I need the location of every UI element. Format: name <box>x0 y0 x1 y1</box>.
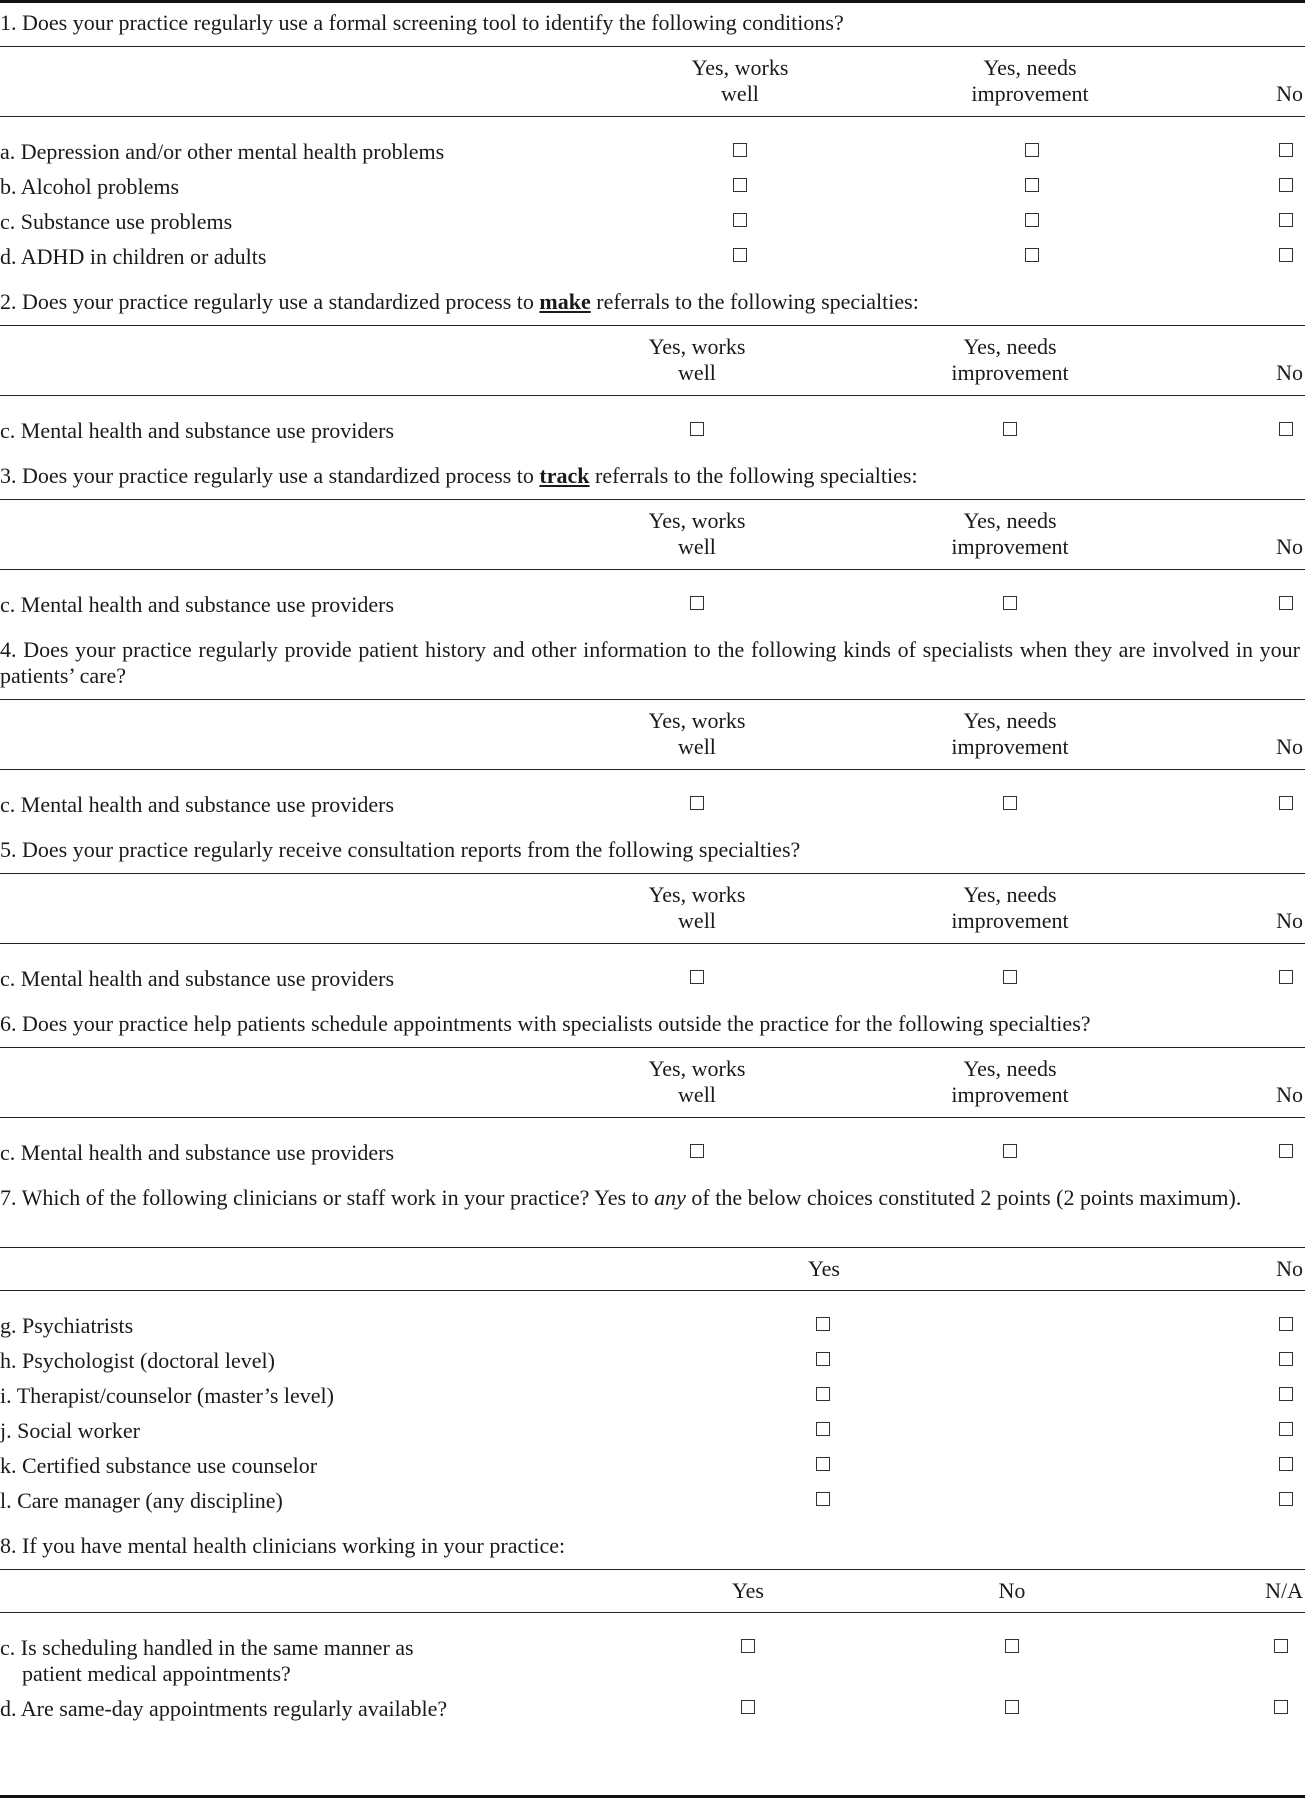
q3-row-c-no-checkbox[interactable] <box>1279 596 1293 610</box>
q6-row-c-yes-works-well-checkbox[interactable] <box>690 1144 704 1158</box>
q6-header-yes-needs-improvement: Yes, needs improvement <box>951 1056 1069 1107</box>
divider <box>0 1117 1305 1118</box>
q4-row-c-yes-needs-improvement-checkbox[interactable] <box>1003 796 1017 810</box>
question-2 <box>0 289 1300 315</box>
q3-text-start: 3. Does your practice regularly use a standardized process to <box>0 463 540 488</box>
q1-row-c-no-checkbox[interactable] <box>1279 213 1293 227</box>
divider <box>0 499 1305 500</box>
q5-row-c-no-checkbox[interactable] <box>1279 970 1293 984</box>
divider <box>0 699 1305 700</box>
divider <box>0 943 1305 944</box>
question-5: 5. Does your practice regularly receive consultation reports from the following specialties? <box>0 837 801 862</box>
divider <box>0 46 1305 47</box>
q1-row-d-yes-works-well-checkbox[interactable] <box>733 248 747 262</box>
divider <box>0 325 1305 326</box>
q7-row-g-label: g. Psychiatrists <box>0 1313 134 1338</box>
q8-header-no: No <box>998 1578 1026 1603</box>
q2-row-c-no-checkbox[interactable] <box>1279 422 1293 436</box>
q2-emphasis-make: make <box>539 289 591 314</box>
q8-row-c-label: c. Is scheduling handled in the same manner as patient medical appointments? <box>0 1635 414 1686</box>
q7-row-j-label: j. Social worker <box>0 1418 140 1443</box>
q7-row-i-label: i. Therapist/counselor (master’s level) <box>0 1383 334 1408</box>
q8-row-c-na-checkbox[interactable] <box>1274 1639 1288 1653</box>
divider <box>0 1612 1305 1613</box>
q7-row-h-yes-checkbox[interactable] <box>816 1352 830 1366</box>
q7-row-k-label: k. Certified substance use counselor <box>0 1453 318 1478</box>
divider <box>0 1290 1305 1291</box>
q2-row-c-yes-needs-improvement-checkbox[interactable] <box>1003 422 1017 436</box>
q8-row-d-label: d. Are same-day appointments regularly available? <box>0 1696 448 1721</box>
q1-row-a-yes-needs-improvement-checkbox[interactable] <box>1025 143 1039 157</box>
q7-text-start: 7. Which of the following clinicians or staff work in your practice? Yes to <box>0 1185 655 1210</box>
q7-emphasis-any: any <box>654 1185 686 1210</box>
question-1: 1. Does your practice regularly use a formal screening tool to identify the following conditions? <box>0 10 844 35</box>
q8-header-yes: Yes <box>731 1578 764 1603</box>
q1-header-yes-needs-improvement: Yes, needs improvement <box>971 55 1089 106</box>
q3-header-yes-works-well: Yes, works well <box>648 508 746 559</box>
q4-row-c-yes-works-well-checkbox[interactable] <box>690 796 704 810</box>
q3-text-end: referrals to the following specialties: <box>589 463 918 488</box>
q1-row-d-label: d. ADHD in children or adults <box>0 244 267 269</box>
q7-header-yes: Yes <box>807 1256 840 1281</box>
q8-row-c-yes-checkbox[interactable] <box>741 1639 755 1653</box>
q1-row-b-no-checkbox[interactable] <box>1279 178 1293 192</box>
divider <box>0 1247 1305 1248</box>
q7-row-l-label: l. Care manager (any discipline) <box>0 1488 283 1513</box>
q5-row-c-yes-works-well-checkbox[interactable] <box>690 970 704 984</box>
q4-header-no: No <box>1276 734 1303 759</box>
q1-row-b-yes-works-well-checkbox[interactable] <box>733 178 747 192</box>
q7-row-l-no-checkbox[interactable] <box>1279 1492 1293 1506</box>
q1-row-a-no-checkbox[interactable] <box>1279 143 1293 157</box>
divider <box>0 769 1305 770</box>
divider <box>0 1569 1305 1570</box>
q4-header-yes-needs-improvement: Yes, needs improvement <box>951 708 1069 759</box>
q7-row-i-no-checkbox[interactable] <box>1279 1387 1293 1401</box>
q1-header-no: No <box>1276 81 1303 106</box>
q7-row-k-no-checkbox[interactable] <box>1279 1457 1293 1471</box>
divider <box>0 116 1305 117</box>
q3-header-yes-needs-improvement: Yes, needs improvement <box>951 508 1069 559</box>
q5-header-no: No <box>1276 908 1303 933</box>
q6-header-no: No <box>1276 1082 1303 1107</box>
q6-row-c-label: c. Mental health and substance use providers <box>0 1140 395 1165</box>
q1-row-c-yes-needs-improvement-checkbox[interactable] <box>1025 213 1039 227</box>
q2-row-c-label: c. Mental health and substance use providers <box>0 418 395 443</box>
q5-row-c-yes-needs-improvement-checkbox[interactable] <box>1003 970 1017 984</box>
q8-row-c-no-checkbox[interactable] <box>1005 1639 1019 1653</box>
q7-row-i-yes-checkbox[interactable] <box>816 1387 830 1401</box>
q5-header-yes-needs-improvement: Yes, needs improvement <box>951 882 1069 933</box>
q8-row-d-no-checkbox[interactable] <box>1005 1700 1019 1714</box>
q7-header-no: No <box>1276 1256 1303 1281</box>
divider <box>0 1047 1305 1048</box>
q7-row-h-label: h. Psychologist (doctoral level) <box>0 1348 275 1373</box>
q3-row-c-yes-needs-improvement-checkbox[interactable] <box>1003 596 1017 610</box>
question-8: 8. If you have mental health clinicians working in your practice: <box>0 1533 566 1558</box>
q5-header-yes-works-well: Yes, works well <box>648 882 746 933</box>
q6-row-c-no-checkbox[interactable] <box>1279 1144 1293 1158</box>
q7-row-l-yes-checkbox[interactable] <box>816 1492 830 1506</box>
question-4: 4. Does your practice regularly provide patient history and other information to the following kinds of specialists when they are involved in your patients’ care? <box>0 637 1300 688</box>
q1-row-c-label: c. Substance use problems <box>0 209 233 234</box>
q5-row-c-label: c. Mental health and substance use providers <box>0 966 395 991</box>
question-3 <box>0 463 1300 489</box>
question-7 <box>0 1185 1300 1211</box>
q1-row-d-no-checkbox[interactable] <box>1279 248 1293 262</box>
q3-row-c-label: c. Mental health and substance use providers <box>0 592 395 617</box>
q7-row-j-no-checkbox[interactable] <box>1279 1422 1293 1436</box>
q6-row-c-yes-needs-improvement-checkbox[interactable] <box>1003 1144 1017 1158</box>
q7-row-g-no-checkbox[interactable] <box>1279 1317 1293 1331</box>
bottom-rule <box>0 1795 1305 1798</box>
q3-header-no: No <box>1276 534 1303 559</box>
q8-row-d-na-checkbox[interactable] <box>1274 1700 1288 1714</box>
top-rule <box>0 0 1305 3</box>
divider <box>0 395 1305 396</box>
q7-row-j-yes-checkbox[interactable] <box>816 1422 830 1436</box>
q8-header-na: N/A <box>1265 1578 1303 1603</box>
q1-header-yes-works-well: Yes, works well <box>691 55 789 106</box>
q2-header-yes-works-well: Yes, works well <box>648 334 746 385</box>
q2-row-c-yes-works-well-checkbox[interactable] <box>690 422 704 436</box>
q1-row-a-yes-works-well-checkbox[interactable] <box>733 143 747 157</box>
q2-header-no: No <box>1276 360 1303 385</box>
question-6: 6. Does your practice help patients schedule appointments with specialists outside the practice for the following specialties? <box>0 1011 1091 1036</box>
q1-row-c-yes-works-well-checkbox[interactable] <box>733 213 747 227</box>
q6-header-yes-works-well: Yes, works well <box>648 1056 746 1107</box>
q8-row-d-yes-checkbox[interactable] <box>741 1700 755 1714</box>
divider <box>0 569 1305 570</box>
q1-row-b-yes-needs-improvement-checkbox[interactable] <box>1025 178 1039 192</box>
q2-text-end: referrals to the following specialties: <box>590 289 919 314</box>
q4-row-c-no-checkbox[interactable] <box>1279 796 1293 810</box>
q2-text-start: 2. Does your practice regularly use a standardized process to <box>0 289 540 314</box>
q1-row-d-yes-needs-improvement-checkbox[interactable] <box>1025 248 1039 262</box>
q1-row-a-label: a. Depression and/or other mental health problems <box>0 139 445 164</box>
q3-emphasis-track: track <box>539 463 590 488</box>
q4-header-yes-works-well: Yes, works well <box>648 708 746 759</box>
q1-row-b-label: b. Alcohol problems <box>0 174 180 199</box>
q2-header-yes-needs-improvement: Yes, needs improvement <box>951 334 1069 385</box>
q3-row-c-yes-works-well-checkbox[interactable] <box>690 596 704 610</box>
q7-row-g-yes-checkbox[interactable] <box>816 1317 830 1331</box>
q7-text-end: of the below choices constituted 2 points (2 points maximum). <box>685 1185 1242 1210</box>
q7-row-h-no-checkbox[interactable] <box>1279 1352 1293 1366</box>
q7-row-k-yes-checkbox[interactable] <box>816 1457 830 1471</box>
q4-row-c-label: c. Mental health and substance use providers <box>0 792 395 817</box>
divider <box>0 873 1305 874</box>
